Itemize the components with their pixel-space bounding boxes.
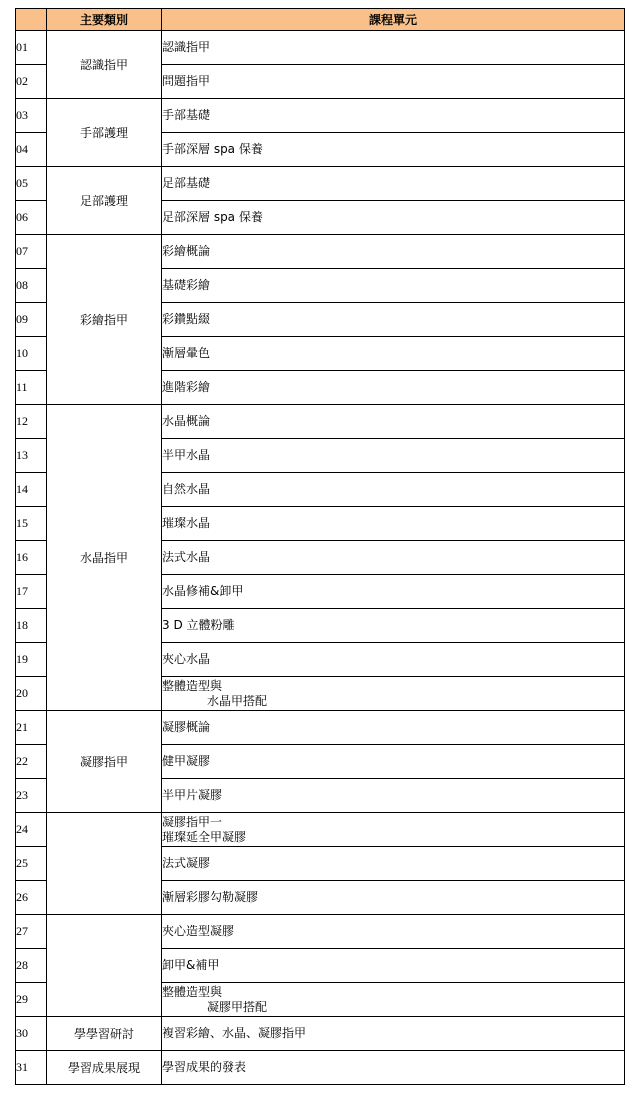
row-number: 30	[16, 1017, 47, 1051]
table-body	[16, 31, 625, 1085]
unit-line-1: 凝膠指甲一	[162, 814, 223, 829]
category-cell: 學習成果展現	[47, 1051, 162, 1085]
row-number: 01	[16, 31, 47, 65]
row-number: 26	[16, 881, 47, 915]
category-cell	[47, 915, 162, 1017]
category-cell: 足部護理	[47, 167, 162, 235]
unit-cell: 水晶概論	[162, 405, 625, 439]
unit-cell: 法式凝膠	[162, 847, 625, 881]
unit-cell: 學習成果的發表	[162, 1051, 625, 1085]
unit-cell: 漸層彩膠勾勒凝膠	[162, 881, 625, 915]
unit-cell	[162, 983, 625, 1017]
unit-cell: 手部基礎	[162, 99, 625, 133]
unit-cell: 進階彩繪	[162, 371, 625, 405]
row-number: 16	[16, 541, 47, 575]
unit-line-1: 整體造型與	[162, 678, 223, 693]
category-cell: 認識指甲	[47, 31, 162, 99]
unit-cell: 複習彩繪、水晶、凝膠指甲	[162, 1017, 625, 1051]
row-number: 08	[16, 269, 47, 303]
row-number: 27	[16, 915, 47, 949]
row-number: 10	[16, 337, 47, 371]
category-cell: 手部護理	[47, 99, 162, 167]
unit-cell: 璀璨水晶	[162, 507, 625, 541]
unit-cell: 法式水晶	[162, 541, 625, 575]
unit-cell: 健甲凝膠	[162, 745, 625, 779]
table-row	[16, 711, 625, 745]
row-number: 05	[16, 167, 47, 201]
row-number: 29	[16, 983, 47, 1017]
unit-line-2: 璀璨延全甲凝膠	[162, 829, 247, 844]
row-number: 11	[16, 371, 47, 405]
unit-cell: 半甲水晶	[162, 439, 625, 473]
table-row	[16, 235, 625, 269]
row-number: 24	[16, 813, 47, 847]
table-row	[16, 915, 625, 949]
row-number: 23	[16, 779, 47, 813]
row-number: 03	[16, 99, 47, 133]
unit-cell: 彩繪概論	[162, 235, 625, 269]
table-row	[16, 405, 625, 439]
unit-cell	[162, 813, 625, 847]
unit-cell: 夾心水晶	[162, 643, 625, 677]
row-number: 17	[16, 575, 47, 609]
row-number: 28	[16, 949, 47, 983]
row-number: 04	[16, 133, 47, 167]
course-table	[15, 8, 625, 1085]
row-number: 19	[16, 643, 47, 677]
unit-cell: 認識指甲	[162, 31, 625, 65]
row-number: 14	[16, 473, 47, 507]
row-number: 15	[16, 507, 47, 541]
row-number: 12	[16, 405, 47, 439]
category-cell	[47, 813, 162, 915]
row-number: 22	[16, 745, 47, 779]
table-row	[16, 1051, 625, 1085]
row-number: 09	[16, 303, 47, 337]
row-number: 31	[16, 1051, 47, 1085]
unit-cell: 卸甲&補甲	[162, 949, 625, 983]
table-row	[16, 1017, 625, 1051]
unit-cell: 夾心造型凝膠	[162, 915, 625, 949]
row-number: 07	[16, 235, 47, 269]
unit-line-2: 水晶甲搭配	[207, 693, 268, 708]
header-category: 主要類別	[47, 9, 162, 31]
unit-cell: 足部基礎	[162, 167, 625, 201]
unit-cell: 漸層暈色	[162, 337, 625, 371]
unit-cell: 半甲片凝膠	[162, 779, 625, 813]
unit-line-1: 整體造型與	[162, 984, 223, 999]
row-number: 18	[16, 609, 47, 643]
table-row	[16, 813, 625, 847]
unit-cell: 足部深層 spa 保養	[162, 201, 625, 235]
category-cell: 學學習研討	[47, 1017, 162, 1051]
unit-line-2: 凝膠甲搭配	[207, 999, 268, 1014]
category-cell: 彩繪指甲	[47, 235, 162, 405]
unit-cell: 手部深層 spa 保養	[162, 133, 625, 167]
row-number: 21	[16, 711, 47, 745]
row-number: 25	[16, 847, 47, 881]
header-number	[16, 9, 47, 31]
header-row	[16, 9, 625, 31]
unit-cell: 凝膠概論	[162, 711, 625, 745]
table-row	[16, 99, 625, 133]
table-row	[16, 31, 625, 65]
unit-cell: 彩鑽點綴	[162, 303, 625, 337]
category-cell: 凝膠指甲	[47, 711, 162, 813]
table-row	[16, 167, 625, 201]
header-unit: 課程單元	[162, 9, 625, 31]
row-number: 02	[16, 65, 47, 99]
unit-cell: 自然水晶	[162, 473, 625, 507]
unit-cell: 問題指甲	[162, 65, 625, 99]
row-number: 13	[16, 439, 47, 473]
unit-cell: 水晶修補&卸甲	[162, 575, 625, 609]
table-header	[16, 9, 625, 31]
row-number: 20	[16, 677, 47, 711]
unit-cell: 基礎彩繪	[162, 269, 625, 303]
unit-cell: 3 D 立體粉雕	[162, 609, 625, 643]
category-cell: 水晶指甲	[47, 405, 162, 711]
unit-cell	[162, 677, 625, 711]
row-number: 06	[16, 201, 47, 235]
